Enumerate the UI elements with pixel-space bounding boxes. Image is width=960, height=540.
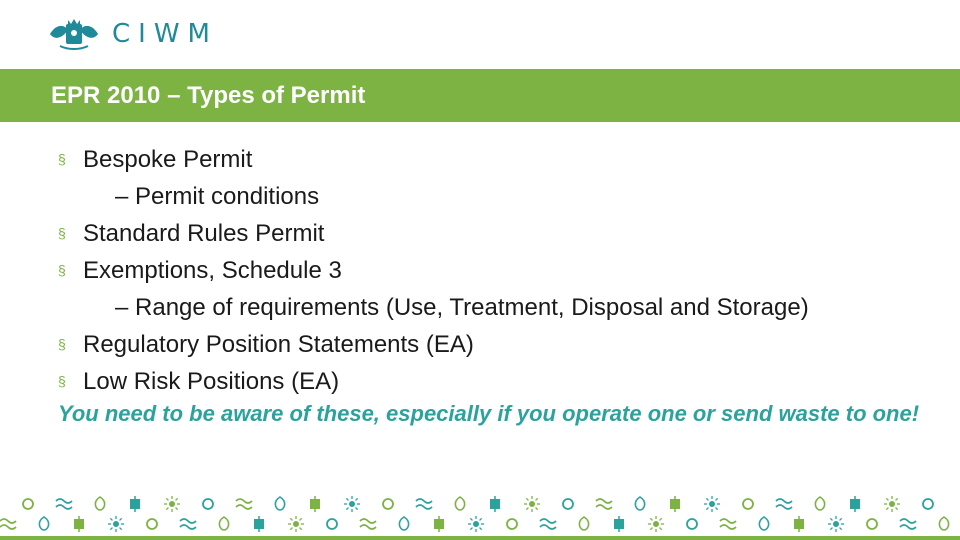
bullet-text: Exemptions, Schedule 3 <box>83 257 342 284</box>
bullet-text: Bespoke Permit <box>83 146 253 173</box>
title-bar <box>0 69 960 122</box>
highlight-note: You need to be aware of these, especially if you operate one or send waste to one! <box>58 401 920 426</box>
eco-pattern-footer-icon <box>0 490 960 540</box>
bullet-marker-icon: § <box>58 151 66 167</box>
bullet-text: Regulatory Position Statements (EA) <box>83 331 474 358</box>
sub-item: – Permit conditions <box>115 183 320 210</box>
ciwm-logo <box>46 16 218 52</box>
slide-title: EPR 2010 – Types of Permit <box>51 81 366 109</box>
bullet-item <box>58 215 938 252</box>
slide-content <box>58 141 938 428</box>
bullet-item <box>58 326 938 363</box>
brand-name: CIWM <box>112 19 218 49</box>
sub-item: – Range of requirements (Use, Treatment, Disposal and Storage) <box>115 294 809 321</box>
bullet-text: Standard Rules Permit <box>83 220 325 247</box>
bullet-marker-icon: § <box>58 262 66 278</box>
bullet-item <box>58 363 938 400</box>
bullet-text: Low Risk Positions (EA) <box>83 368 340 395</box>
crest-icon <box>46 16 102 52</box>
bullet-item <box>58 141 938 178</box>
bullet-marker-icon: § <box>58 336 66 352</box>
bullet-item <box>58 252 938 289</box>
bullet-marker-icon: § <box>58 373 66 389</box>
bullet-marker-icon: § <box>58 225 66 241</box>
